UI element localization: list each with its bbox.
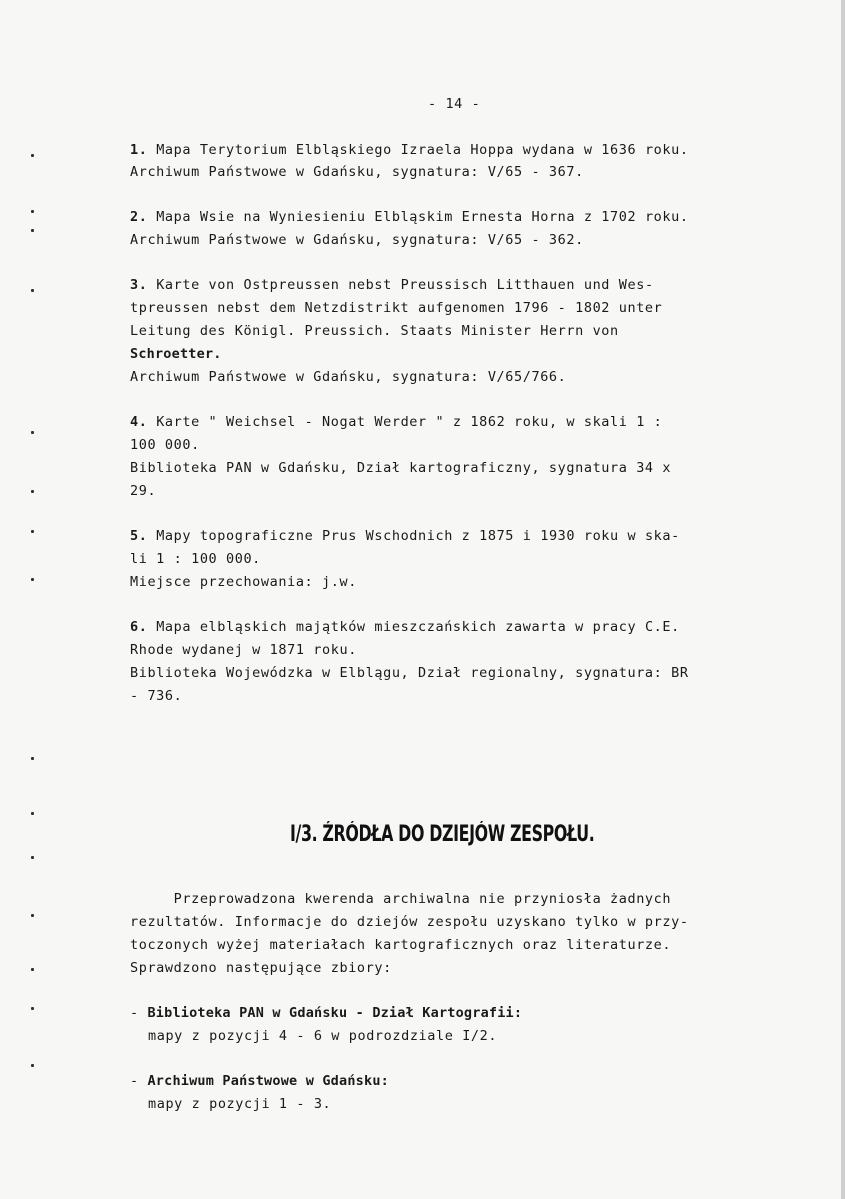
item-6-line-3: Biblioteka Wojewódzka w Elblągu, Dział regionalny, sygnatura: BR bbox=[130, 665, 689, 681]
item-text: Mapy topograficzne Prus Wschodnich z 1875 i 1930 roku w ska- bbox=[147, 528, 680, 544]
source-1-name-line bbox=[130, 1005, 522, 1021]
item-1-line-2: Archiwum Państwowe w Gdańsku, sygnatura: V/65 - 367. bbox=[130, 164, 584, 180]
item-6-line-4: - 736. bbox=[130, 688, 183, 704]
item-number: 6. bbox=[130, 619, 148, 635]
list-dash: - bbox=[130, 1073, 148, 1089]
item-number: 3. bbox=[130, 277, 148, 293]
source-name: Biblioteka PAN w Gdańsku - Dział Kartografii: bbox=[147, 1005, 523, 1021]
margin-speck bbox=[31, 968, 34, 971]
margin-speck bbox=[31, 530, 34, 533]
section-heading: I/3. ŹRÓDŁA DO DZIEJÓW ZESPOŁU. bbox=[290, 822, 595, 847]
item-4-line-4: 29. bbox=[130, 483, 157, 499]
item-number: 5. bbox=[130, 528, 148, 544]
page-number: - 14 - bbox=[428, 96, 481, 112]
margin-speck bbox=[31, 578, 34, 581]
paragraph-line-2: rezultatów. Informacje do dziejów zespołu uzyskano tylko w przy- bbox=[130, 914, 689, 930]
source-name: Archiwum Państwowe w Gdańsku: bbox=[147, 1073, 389, 1089]
source-2-name-line bbox=[130, 1073, 389, 1089]
item-4-line-2: 100 000. bbox=[130, 437, 200, 453]
margin-speck bbox=[31, 812, 34, 815]
margin-speck bbox=[31, 289, 34, 292]
margin-speck bbox=[31, 757, 34, 760]
item-3-line-5: Archiwum Państwowe w Gdańsku, sygnatura: V/65/766. bbox=[130, 369, 567, 385]
page-edge-shadow bbox=[841, 0, 845, 1199]
item-6-line-2: Rhode wydanej w 1871 roku. bbox=[130, 642, 357, 658]
item-number: 1. bbox=[130, 142, 148, 158]
margin-speck bbox=[31, 154, 34, 157]
margin-speck bbox=[31, 490, 34, 493]
margin-speck bbox=[31, 914, 34, 917]
margin-speck bbox=[31, 856, 34, 859]
item-4-line-1 bbox=[130, 414, 662, 430]
item-3-line-1 bbox=[130, 277, 654, 293]
item-text: Karte " Weichsel - Nogat Werder " z 1862 roku, w skali 1 : bbox=[147, 414, 663, 430]
item-5-line-3: Miejsce przechowania: j.w. bbox=[130, 574, 357, 590]
item-number: 4. bbox=[130, 414, 148, 430]
item-number: 2. bbox=[130, 209, 148, 225]
source-2-detail: mapy z pozycji 1 - 3. bbox=[148, 1096, 332, 1112]
paragraph-line-4: Sprawdzono następujące zbiory: bbox=[130, 960, 392, 976]
item-4-line-3: Biblioteka PAN w Gdańsku, Dział kartograficzny, sygnatura 34 x bbox=[130, 460, 672, 476]
item-text: Mapa Terytorium Elbląskiego Izraela Hoppa wydana w 1636 roku. bbox=[147, 142, 689, 158]
item-text: Mapa elbląskich majątków mieszczańskich zawarta w pracy C.E. bbox=[147, 619, 680, 635]
item-5-line-2: li 1 : 100 000. bbox=[130, 551, 261, 567]
item-text: Karte von Ostpreussen nebst Preussisch Litthauen und Wes- bbox=[147, 277, 654, 293]
list-dash: - bbox=[130, 1005, 148, 1021]
margin-speck bbox=[31, 1064, 34, 1067]
item-6-line-1 bbox=[130, 619, 680, 635]
margin-speck bbox=[31, 229, 34, 232]
paragraph-line-3: toczonych wyżej materiałach kartograficznych oraz literaturze. bbox=[130, 937, 672, 953]
item-2-line-2: Archiwum Państwowe w Gdańsku, sygnatura: V/65 - 362. bbox=[130, 232, 584, 248]
item-5-line-1 bbox=[130, 528, 680, 544]
source-1-detail: mapy z pozycji 4 - 6 w podrozdziale I/2. bbox=[148, 1028, 498, 1044]
margin-speck bbox=[31, 1007, 34, 1010]
paragraph-line-1: Przeprowadzona kwerenda archiwalna nie przyniosła żadnych bbox=[130, 891, 672, 907]
item-3-line-2: tpreussen nebst dem Netzdistrikt aufgenomen 1796 - 1802 unter bbox=[130, 300, 663, 316]
item-text: Mapa Wsie na Wyniesieniu Elbląskim Ernesta Horna z 1702 roku. bbox=[147, 209, 689, 225]
margin-speck bbox=[31, 431, 34, 434]
item-2-line-1 bbox=[130, 209, 689, 225]
item-3-line-3: Leitung des Königl. Preussich. Staats Minister Herrn von bbox=[130, 323, 619, 339]
margin-speck bbox=[31, 210, 34, 213]
item-1-line-1 bbox=[130, 142, 689, 158]
item-3-line-4: Schroetter. bbox=[130, 346, 222, 362]
